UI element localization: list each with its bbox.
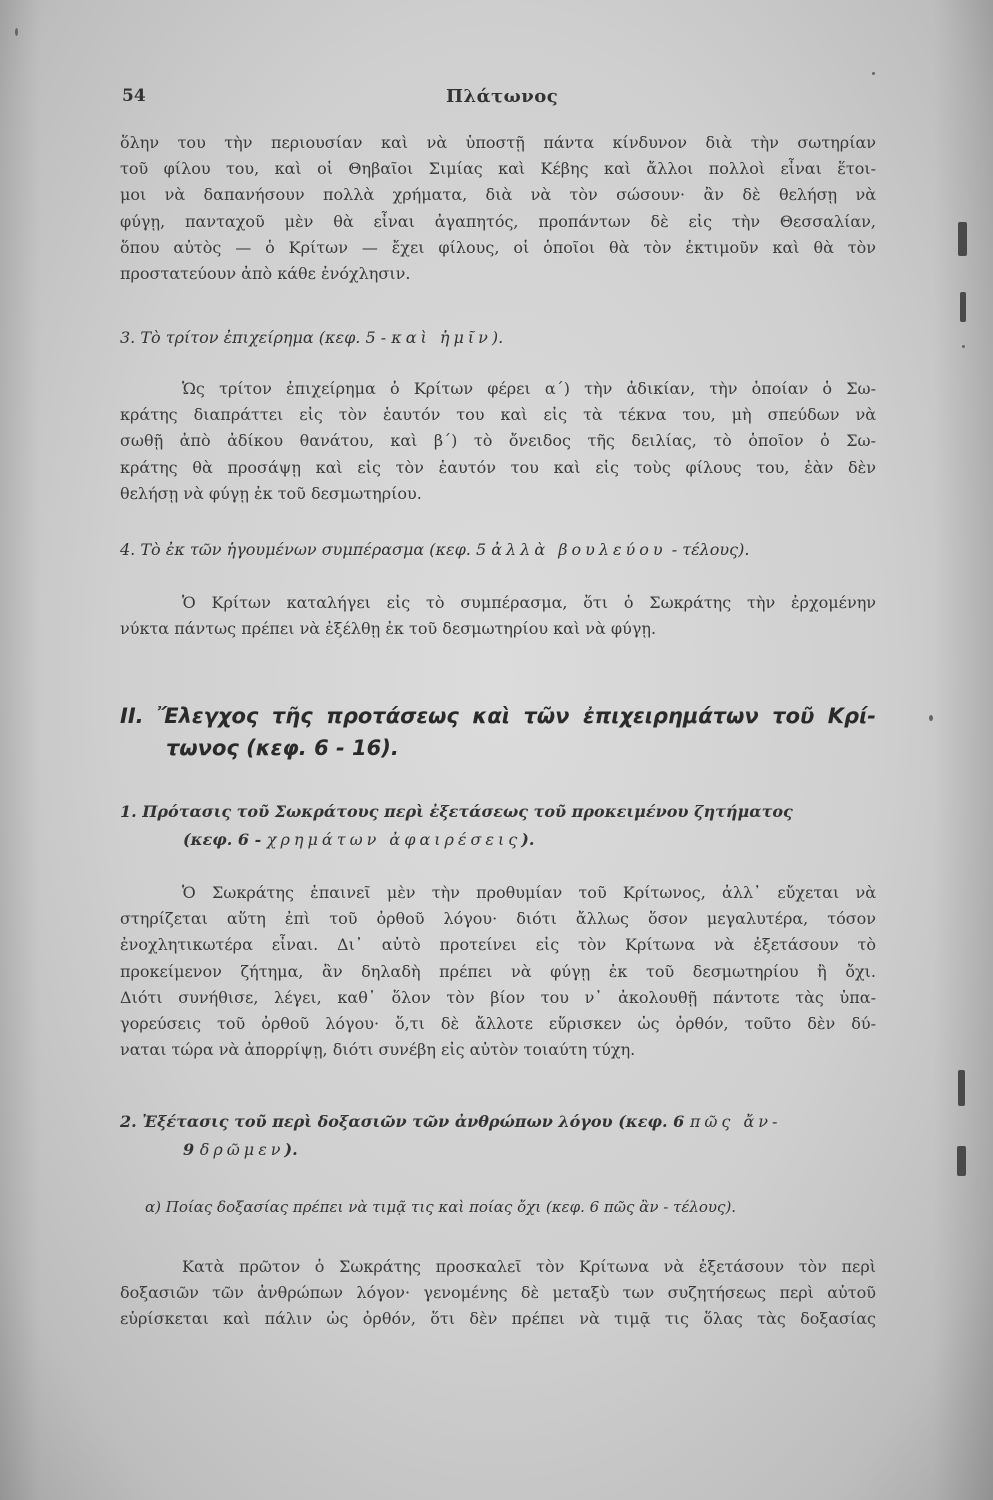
subheading-label: 9 <box>183 1140 200 1159</box>
margin-mark <box>960 292 966 322</box>
text-line: Ὁ Σωκράτης ἐπαινεῖ μὲν τὴν προθυμίαν τοῦ Κρίτωνος, ἀλλ᾽ εὔχεται νὰ <box>182 883 876 902</box>
subheading-label: 2. Ἐξέτασις τοῦ περὶ δοξασιῶν τῶν ἀνθρώπων λόγου (κεφ. 6 <box>120 1112 690 1131</box>
running-title: Πλάτωνος <box>446 86 559 107</box>
section-heading-ii: II. Ἔλεγχος τῆς προτάσεως καὶ τῶν ἐπιχειρημάτων τοῦ Κρί- <box>120 704 876 728</box>
page-number: 54 <box>122 86 146 106</box>
text-line: δοξασιῶν τῶν ἀνθρώπων λόγον· γενομένης δὲ μεταξὺ των συζητήσεως περὶ αὐτοῦ <box>120 1283 876 1303</box>
subheading-spaced: καὶ ἡμῖν <box>391 328 492 347</box>
paper-speck <box>962 345 965 348</box>
subheading-spaced: χρημάτων ἀφαιρέσεις <box>266 830 522 849</box>
paragraph-6 <box>120 1254 876 1333</box>
subheading-spaced: δρῶμεν <box>199 1140 285 1159</box>
subheading-2 <box>120 1112 781 1131</box>
text-line: Ὡς τρίτον ἐπιχείρημα ὁ Κρίτων φέρει α΄) τὴν ἀδικίαν, τὴν ὁποίαν ὁ Σω- <box>182 379 876 398</box>
paragraph-5 <box>120 880 876 1063</box>
text-line: κράτης θὰ προσάψῃ καὶ εἰς τὸν ἑαυτόν του καὶ εἰς τοὺς φίλους του, ἐὰν δὲν <box>120 457 876 477</box>
margin-mark <box>958 222 967 256</box>
text-line: Ὁ Κρίτων καταλήγει εἰς τὸ συμπέρασμα, ὅτι ὁ Σωκράτης τὴν ἐρχομένην <box>182 593 876 612</box>
margin-mark <box>957 1146 966 1176</box>
text-line: Κατὰ πρῶτον ὁ Σωκράτης προσκαλεῖ τὸν Κρίτωνα νὰ ἐξετάσουν τὸν περὶ <box>182 1257 876 1276</box>
paragraph-3 <box>120 376 876 507</box>
text-line: στηρίζεται αὕτη ἐπὶ τοῦ ὀρθοῦ λόγου· διότι ἄλλως ὅσον μεγαλυτέρα, τόσον <box>120 909 876 929</box>
text-line: φύγῃ, πανταχοῦ μὲν θὰ εἶναι ἀγαπητός, προπάντων δὲ εἰς τὴν Θεσσαλίαν, <box>120 211 876 231</box>
subheading-spaced: ἀλλὰ βουλεύου <box>491 540 667 559</box>
text-line: εὑρίσκεται καὶ πάλιν ὡς ὀρθόν, ὅτι δὲν πρέπει νὰ τιμᾷ τις ὅλας τὰς δοξασίας <box>120 1309 876 1329</box>
margin-mark <box>958 1070 965 1106</box>
text-line: μοι νὰ δαπανήσουν πολλὰ χρήματα, διὰ νὰ τὸν σώσουν· ἂν δὲ θελήσῃ νὰ <box>120 185 876 205</box>
subheading-1: 1. Πρότασις τοῦ Σωκράτους περὶ ἐξετάσεως τοῦ προκειμένου ζητήματος <box>120 802 793 821</box>
subheading-end: ). <box>521 830 535 849</box>
subheading-end: ). <box>284 1140 298 1159</box>
text-line: νύκτα πάντως πρέπει νὰ ἐξέλθῃ ἐκ τοῦ δεσμωτηρίου καὶ νὰ φύγῃ. <box>120 619 657 639</box>
text-line: τοῦ φίλου του, καὶ οἱ Θηβαῖοι Σιμίας καὶ Κέβης καὶ ἄλλοι πολλοὶ εἶναι ἕτοι- <box>120 159 876 179</box>
text-line: προστατεύουν ἀπὸ κάθε ἐνόχλησιν. <box>120 264 411 284</box>
text-line: θελήσῃ νὰ φύγῃ ἐκ τοῦ δεσμωτηρίου. <box>120 483 422 503</box>
paper-speck <box>15 28 18 36</box>
subheading-1-continued <box>183 830 534 849</box>
text-line: Διότι συνήθισε, λέγει, καθ᾽ ὅλον τὸν βίον του ν᾽ ἀκολουθῇ πάντοτε τὰς ὑπα- <box>120 987 876 1007</box>
text-line: ναται τώρα νὰ ἀπορρίψῃ, διότι συνέβη εἰς αὐτὸν τοιαύτη τύχη. <box>120 1040 636 1060</box>
subheading-3 <box>120 328 503 347</box>
subheading-spaced: πῶς ἄν- <box>689 1112 782 1131</box>
subheading-label: (κεφ. 6 - <box>183 830 267 849</box>
paper-speck <box>872 72 875 75</box>
text-line: προκείμενον ζήτημα, ἂν δηλαδὴ πρέπει νὰ φύγῃ ἐκ τοῦ δεσμωτηρίου ἢ ὄχι. <box>120 961 876 981</box>
text-line: σωθῇ ἀπὸ ἀδίκου θανάτου, καὶ β΄) τὸ ὄνειδος τῆς δειλίας, τὸ ὁποῖον ὁ Σω- <box>120 431 876 451</box>
subheading-end: - τέλους). <box>666 540 750 559</box>
text-line: κράτης διαπράττει εἰς τὸν ἑαυτόν του καὶ εἰς τὰ τέκνα του, μὴ σπεύδων νὰ <box>120 405 876 425</box>
paragraph-1 <box>120 130 876 287</box>
page-left-shadow <box>0 0 40 1500</box>
subheading-label: 4. Τὸ ἐκ τῶν ἡγουμένων συμπέρασμα (κεφ. 5 <box>120 540 492 559</box>
text-line: γορεύσεις τοῦ ὀρθοῦ λόγου· ὅ,τι δὲ ἄλλοτε εὕρισκεν ὡς ὀρθόν, τοῦτο δὲν δύ- <box>120 1014 876 1034</box>
subheading-label: 3. Τὸ τρίτον ἐπιχείρημα (κεφ. 5 - <box>120 328 392 347</box>
paper-speck <box>929 715 933 721</box>
text-line: ὅλην του τὴν περιουσίαν καὶ νὰ ὑποστῇ πάντα κίνδυνον διὰ τὴν σωτηρίαν <box>120 133 876 152</box>
subheading-4 <box>120 540 749 559</box>
text-line: ὅπου αὐτὸς — ὁ Κρίτων — ἔχει φίλους, οἱ ὁποῖοι θὰ τὸν ἐκτιμοῦν καὶ θὰ τὸν <box>120 237 876 257</box>
subheading-end: ). <box>491 328 504 347</box>
subheading-a: α) Ποίας δοξασίας πρέπει νὰ τιμᾷ τις καὶ ποίας ὄχι (κεφ. 6 πῶς ἂν - τέλους). <box>145 1198 737 1216</box>
paragraph-4 <box>120 590 876 642</box>
subheading-2-continued <box>183 1140 298 1159</box>
section-heading-ii-continued: τωνος (κεφ. 6 - 16). <box>166 736 399 760</box>
text-line: ἐνοχλητικωτέρα εἶναι. Δι᾽ αὐτὸ προτείνει εἰς τὸν Κρίτωνα νὰ ἐξετάσουν τὸ <box>120 935 876 955</box>
